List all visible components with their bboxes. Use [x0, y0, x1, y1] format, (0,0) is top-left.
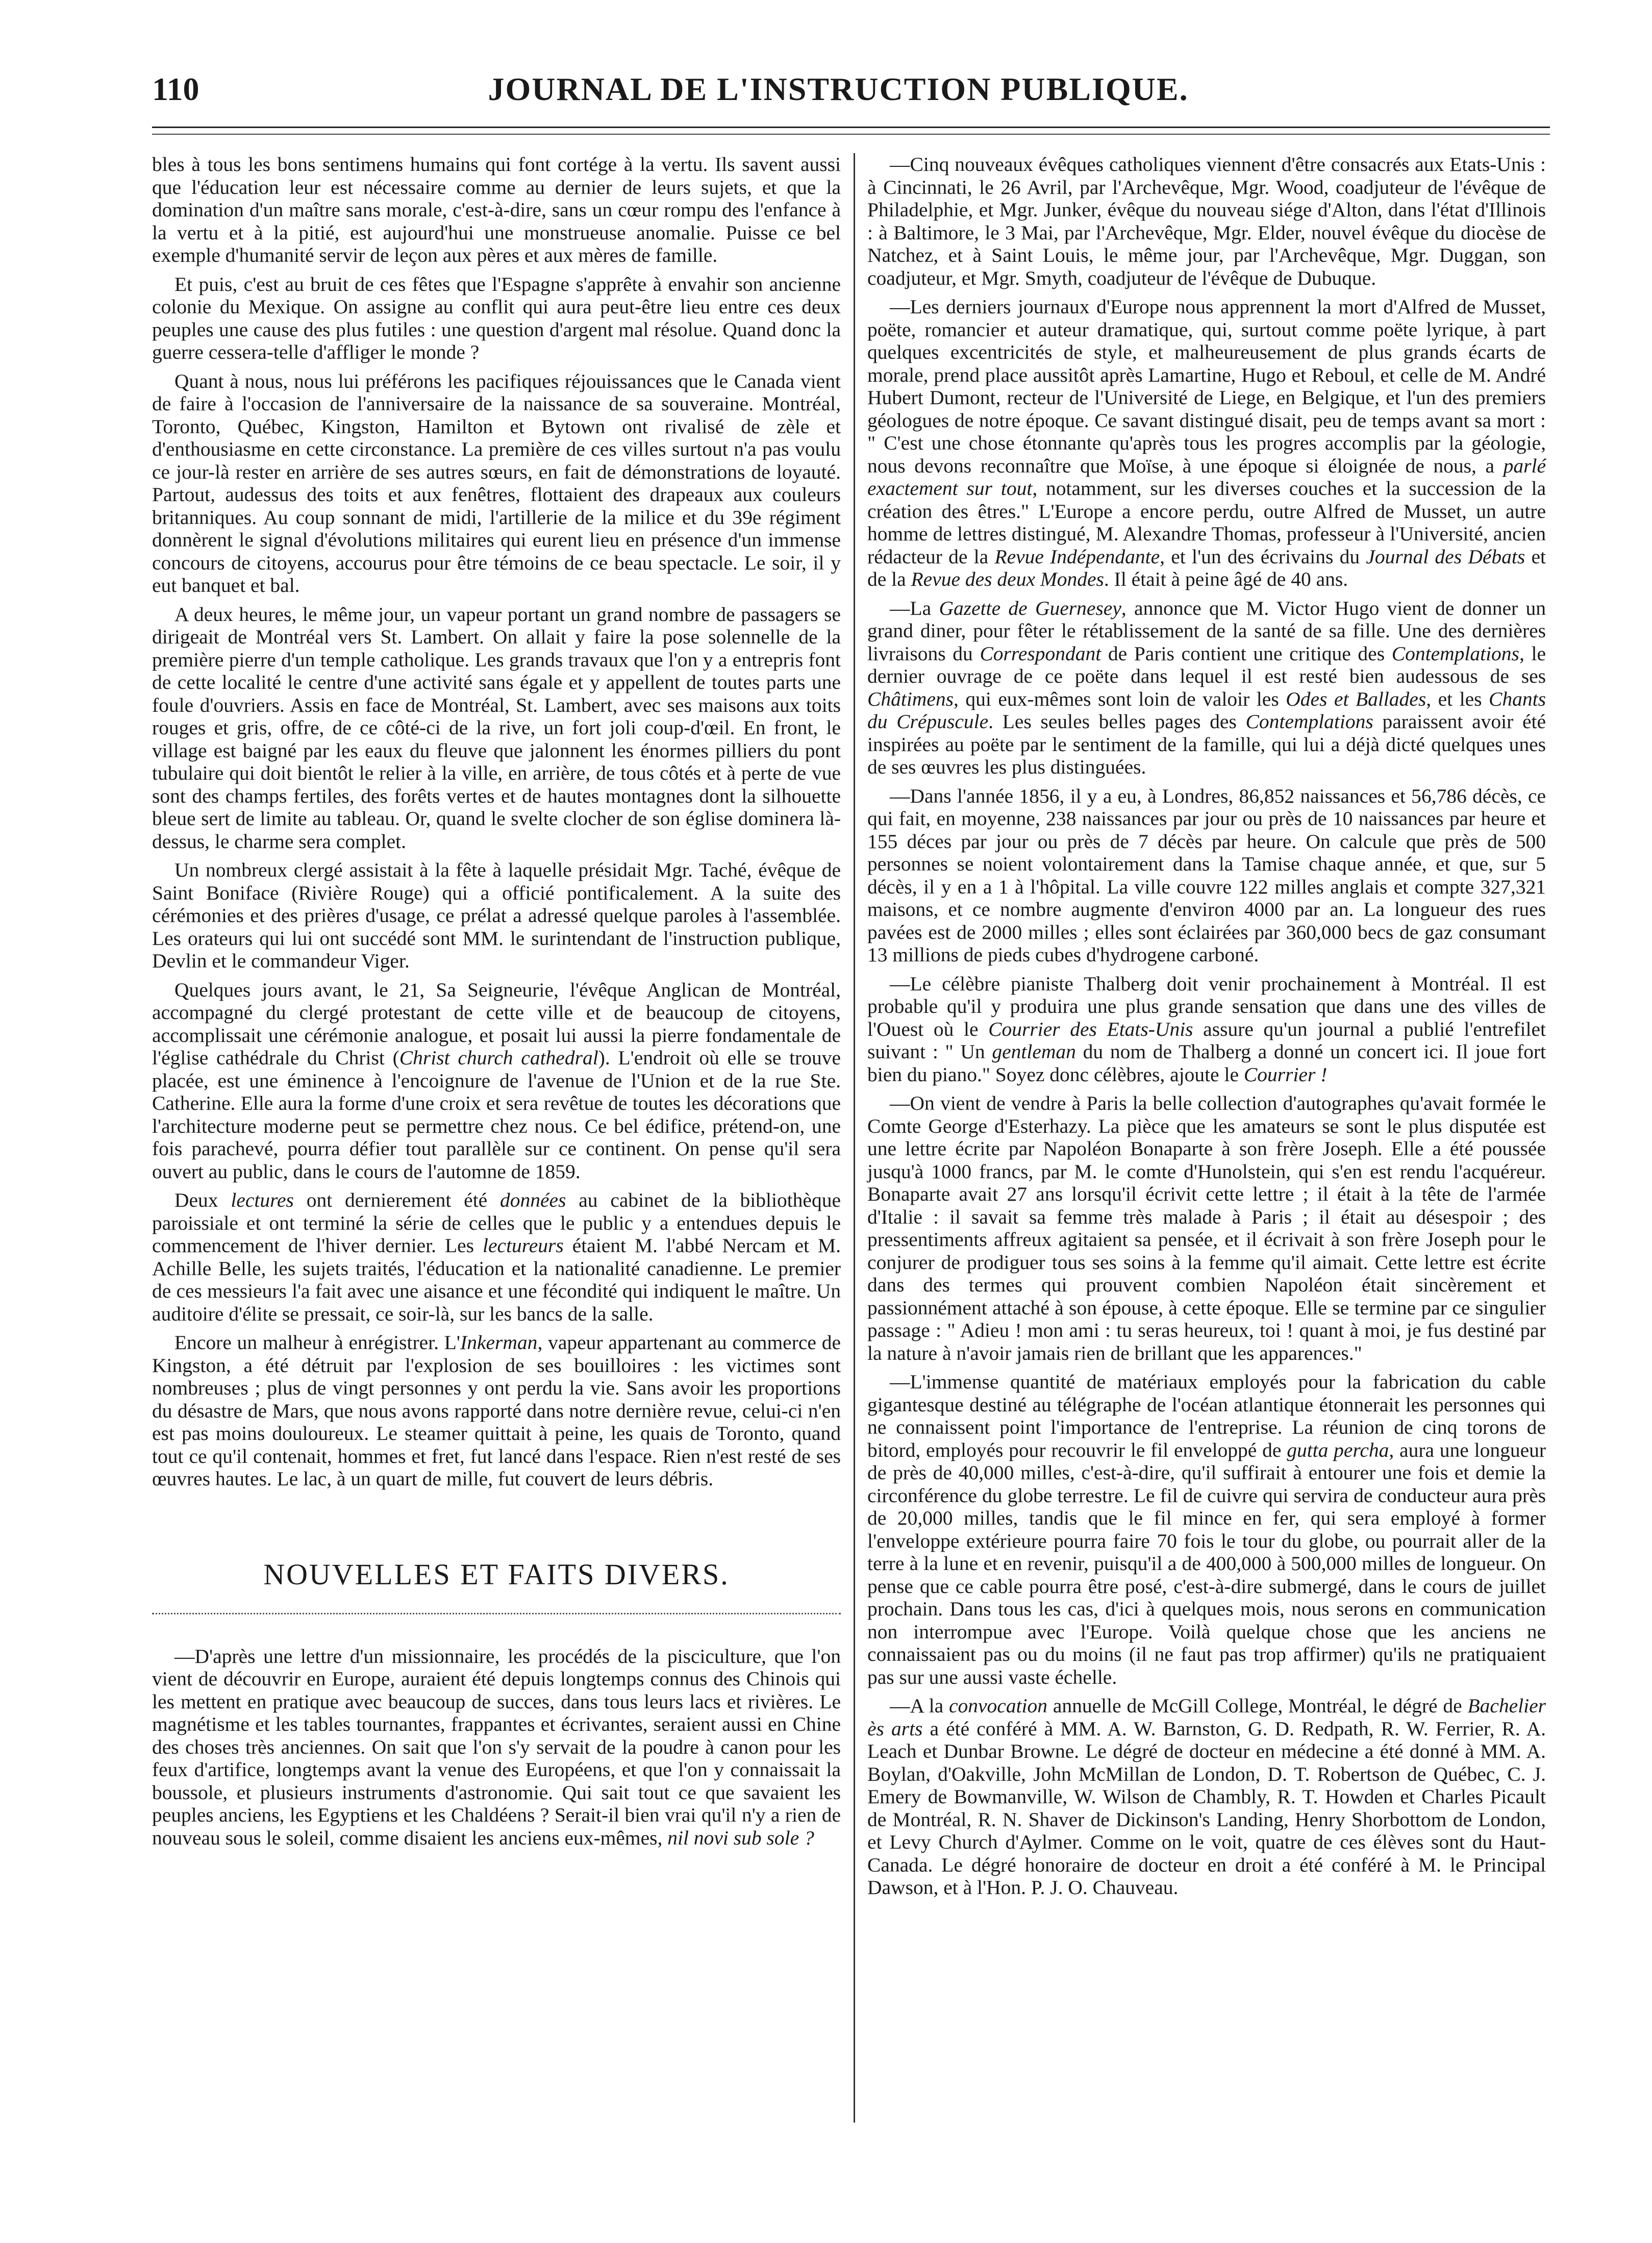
news-item	[867, 1694, 1546, 1899]
italic-run: Contemplations	[1391, 642, 1519, 665]
news-item	[867, 295, 1546, 591]
journal-title: JOURNAL DE L'INSTRUCTION PUBLIQUE.	[488, 71, 1189, 107]
section-rule	[152, 1613, 841, 1614]
news-item	[867, 973, 1546, 1086]
news-item	[152, 1645, 841, 1850]
italic-run: Correspondant	[980, 642, 1102, 665]
text-run: , vapeur appartenant au commerce de Kingston, a été détruit par l'explosion de ses bouilloires : les victimes sont nombreuses ; plus de vingt personnes y ont perdu la vie. Sans avoir les proportions du désastre de Mars, que nous avons rapporté dans notre dernière revue, celui-ci n'en est pas moins douloureux. Le steamer quittait à peine, les quais de Toronto, quand tout ce qu'il contenait, hommes et fret, fut lancé dans l'espace. Rien n'est resté de ses œuvres hautes. Le lac, à un quart de mille, fut couvert de leurs débris.	[152, 1331, 841, 1490]
article-paragraph: Quant à nous, nous lui préférons les pacifiques réjouissances que le Canada vient de faire à l'occasion de l'anniversaire de la naissance de sa souveraine. Montréal, Toronto, Québec, Kingston, Hamilton et Bytown ont rivalisé de zèle et d'enthousiasme en cette circonstance. La première de ces villes surtout n'a pas voulu ce jour-là rester en arrière de ses autres sœurs, en fait de démonstrations de loyauté. Partout, audessus des toits et aux fenêtres, flottaient des drapeaux aux couleurs britanniques. Au coup sonnant de midi, l'artillerie de la milice et du 39e régiment donnèrent le signal d'évolutions militaires qui eurent lieu en présence d'un immense concours de citoyens, accourus pour être témoins de ce beau spectacle. Le soir, il y eut banquet et bal.	[152, 369, 841, 596]
text-run: ont dernierement été	[293, 1189, 500, 1211]
italic-run: convocation	[948, 1694, 1048, 1717]
text-run: au cabinet de la bibliothèque paroissiale et ont terminé la série de celles que le public y a entendues depuis le commencement de l'hiver dernier. Les	[152, 1189, 841, 1257]
italic-run: Bachelier ès arts	[867, 1694, 1546, 1740]
italic-run: Chants du Crépuscule	[867, 687, 1546, 733]
header-rule	[152, 127, 1550, 128]
text-run: , le dernier ouvrage de ce poëte dans lequel il est resté bien audessous de ses	[867, 642, 1546, 687]
text-run: ). L'endroit où elle se trouve placée, est une éminence à l'encoignure de l'avenue de l'Union et de la rue Ste. Catherine. Elle aura la forme d'une croix et sera revêtue de toutes les décorations que l'architecture moderne peut se permettre chez nous. Ce bel édifice, prétend-on, une fois parachevé, pourra défier tout parallèle sur ce continent. On pense qu'il sera ouvert au public, dans le cours de l'automne de 1859.	[152, 1046, 841, 1183]
column-divider	[854, 153, 855, 2123]
text-run: —Le célèbre pianiste Thalberg doit venir prochainement à Montréal. Il est probable qu'il y produira une plus grande sensation que dans une des villes de l'Ouest où le	[867, 972, 1546, 1040]
article-paragraph	[152, 1331, 841, 1490]
text-run: paraissent avoir été inspirées au poëte par le sentiment de la famille, qui lui a déjà dicté quelques unes de ses œuvres les plus distinguées.	[867, 710, 1546, 778]
article-paragraph: Et puis, c'est au bruit de ces fêtes que l'Espagne s'apprête à envahir son ancienne colonie du Mexique. On assigne au conflit qui aura peut-être lieu entre ces deux peuples une cause des plus futiles : une question d'argent mal résolue. Quand donc la guerre cessera-telle d'affliger le monde ?	[152, 272, 841, 363]
text-run: du nom de Thalberg a donné un concert ici. Il joue fort bien du piano." Soyez donc célèbres, ajoute le	[867, 1040, 1546, 1086]
page-number: 110	[152, 71, 199, 107]
text-run: , et les	[1426, 687, 1489, 710]
italic-run: Courrier !	[1243, 1063, 1328, 1086]
text-run: a été conféré à MM. A. W. Barnston, G. D. Redpath, R. W. Ferrier, R. A. Leach et Dunbar Browne. Le dégré de docteur en médecine a été donné à MM. A. Boylan, d'Oakville, John McMillan de London, D. T. Robertson de Québec, C. J. Emery de Bowmanville, W. Wilson de Chambly, R. T. Howden et Charles Picault de Montréal, R. N. Shaver de Dickinson's Landing, Henry Shorbottom de London, et Levy Church d'Aylmer. Comme on le voit, quatre de ces élèves sont du Haut-Canada. Le dégré honoraire de docteur en droit a été conféré à M. le Principal Dawson, et à l'Hon. P. J. O. Chauveau.	[867, 1717, 1546, 1899]
text-run: Encore un malheur à enrégistrer. L'	[174, 1331, 461, 1354]
italic-run: gutta percha	[1287, 1438, 1389, 1461]
italic-run: lectures	[231, 1189, 294, 1211]
page-header	[152, 65, 1524, 121]
text-run: Quelques jours avant, le 21, Sa Seigneurie, l'évêque Anglican de Montréal, accompagné du clergé protestant de cette ville et de beaucoup de citoyens, accomplissait une cérémonie analogue, et posait lui aussi la pierre fondamentale de l'église cathédrale du Christ (	[152, 978, 841, 1069]
italic-run: Inkerman	[460, 1331, 538, 1354]
italic-run: Journal des Débats	[1366, 545, 1525, 568]
italic-run: gentleman	[992, 1040, 1076, 1063]
text-run: , et l'un des écrivains du	[1160, 545, 1366, 568]
text-run: , aura une longueur de près de 40,000 milles, c'est-à-dire, qu'il suffirait à entourer une fois et demie la circonférence du globe terrestre. Le fil de cuivre qui servira de conducteur aura près de 20,000 milles, tandis que le fil mince en fer, qui sera employé à former l'enveloppe extérieure pourra faire 70 fois le tour du globe, ou pourrait aller de la terre à la lune et en revenir, puisqu'il a de 400,000 à 500,000 milles de longueur. On pense que ce cable pourra être posé, c'est-à-dire submergé, dans le cours de juillet prochain. Dans tous les cas, d'ici à quelques mois, nous serons en communication non interrompue avec l'Europe. Voilà quelque chose que les anciens ne connaissaient pas ou du moins (il ne faut pas trop affirmer) qu'ils ne pratiquaient pas sur une aussi vaste échelle.	[867, 1438, 1546, 1688]
italic-run: lectureurs	[483, 1234, 564, 1257]
text-run: —A la	[890, 1694, 949, 1717]
header-rule-secondary	[152, 134, 1550, 135]
section-title: NOUVELLES ET FAITS DIVERS.	[263, 1557, 730, 1591]
text-run: étaient M. l'abbé Nercam et M. Achille Belle, les sujets traités, l'éducation et la nationalité canadienne. Le premier de ces messieurs l'a fait avec une aisance et une fécondité qui indiquent le maître. Un auditoire d'élite se pressait, ce soir-là, sur les bancs de la salle.	[152, 1234, 841, 1325]
italic-run: Châtimens	[867, 687, 954, 710]
text-run: annuelle de McGill College, Montréal, le dégré de	[1047, 1694, 1468, 1717]
italic-run: Revue Indépendante	[994, 545, 1160, 568]
article-paragraph: A deux heures, le même jour, un vapeur portant un grand nombre de passagers se dirigeait de Montréal vers St. Lambert. On allait y faire la pose solennelle de la première pierre d'un temple catholique. Les grands travaux que l'on y a entrepris font de cette localité le centre d'une activité sans égale et y appellent de toutes parts une foule d'ouvriers. Assis en face de Montréal, St. Lambert, avec ses maisons aux toits rouges et gris, offre, de ce côté-ci de la rive, un fort joli coup-d'œil. En front, le village est baigné par les eaux du fleuve que jalonnent les énormes pilliers du pont tubulaire qui doit bientôt le relier à la ville, en arrière, de tous côtés et à perte de vue sont des champs fertiles, des forêts vertes et de hautes montagnes dont la silhouette bleue sert de limite au tableau. Or, quand le svelte clocher de son église dominera là-dessus, le charme sera complet.	[152, 603, 841, 853]
text-run: —D'après une lettre d'un missionnaire, les procédés de la pisciculture, que l'on vient de découvrir en Europe, auraient été depuis longtemps connus des Chinois qui les mettent en pratique avec beaucoup de succes, dans tous leurs lacs et rivières. Le magnétisme et les tables tournantes, frappantes et écrivantes, seraient aussi en Chine des choses très anciennes. On sait que l'on s'y servait de la poudre à canon pour les feux d'artifice, longtemps avant la venue des Européens, et que l'on y connaissait la boussole, et plusieurs instruments d'astronomie. Qui sait tout ce que savaient les peuples anciens, les Egyptiens et les Chaldéens ? Serait-il bien vrai qu'il n'y a rien de nouveau sous le soleil, comme disaient les anciens eux-mêmes,	[152, 1644, 841, 1849]
italic-run: Revue des deux Mondes	[911, 568, 1104, 590]
article-paragraph	[152, 1189, 841, 1325]
italic-run: parlé exactement sur tout	[867, 454, 1546, 500]
italic-run: Gazette de Guernesey	[939, 596, 1121, 619]
left-column	[152, 153, 841, 1855]
article-paragraph	[152, 979, 841, 1183]
italic-run: Christ church cathedral	[399, 1046, 598, 1069]
article-paragraph: Un nombreux clergé assistait à la fête à laquelle présidait Mgr. Taché, évêque de Saint Boniface (Rivière Rouge) qui a officié pontificalement. A la suite des cérémonies et des prières d'usage, ce prélat a adressé quelque paroles à l'assemblée. Les orateurs qui lui ont succédé sont MM. le surintendant de l'instruction publique, Devlin et le commandeur Viger.	[152, 859, 841, 972]
text-run: assure qu'un journal a publié l'entrefilet suivant : " Un	[867, 1017, 1546, 1063]
text-run: , qui eux-mêmes sont loin de valoir les	[953, 687, 1286, 710]
text-run: —La	[890, 596, 939, 619]
italic-run: nil novi sub sole ?	[667, 1826, 814, 1849]
text-run: . Les seules belles pages des	[988, 710, 1246, 733]
italic-run: données	[500, 1189, 566, 1211]
news-item	[867, 1370, 1546, 1688]
text-run: de Paris contient une critique des	[1101, 642, 1392, 665]
italic-run: Contemplations	[1245, 710, 1373, 733]
right-column	[867, 153, 1546, 1905]
news-item	[867, 597, 1546, 779]
italic-run: Courrier des Etats-Unis	[988, 1017, 1193, 1040]
news-item: —On vient de vendre à Paris la belle collection d'autographes qu'avait formée le Comte George d'Esterhazy. La pièce que les amateurs se sont le plus disputée est une lettre écrite par Napoléon Bonaparte à son frère Joseph. Elle a été poussée jusqu'à 1000 francs, par M. le comte d'Hunolstein, qui s'en est rendu l'acquéreur. Bonaparte avait 27 ans lorsqu'il écrivit cette lettre ; il était à la tête de l'armée d'Italie : il savait sa femme très malade à Paris ; il était au désespoir ; des pressentiments affreux agitaient sa pensée, et il écrivait à son frère Joseph pour le conjurer de prodiguer tous ses soins à la femme qu'il aimait. Cette lettre est écrite dans des termes qui prouvent combien Napoléon était sincèrement et passionnément attaché à son épouse, à cette époque. Elle se termine par ce singulier passage : " Adieu ! mon ami : tu seras heureux, toi ! quant à moi, je fus destiné par la nature à n'avoir jamais rien de brillant que les apparences."	[867, 1092, 1546, 1364]
italic-run: Odes et Ballades	[1286, 687, 1426, 710]
news-item: —Cinq nouveaux évêques catholiques viennent d'être consacrés aux Etats-Unis : à Cincinnati, le 26 Avril, par l'Archevêque, Mgr. Wood, coadjuteur de l'évêque de Philadelphie, et Mgr. Junker, évêque du nouveau siége d'Alton, dans l'état d'Illinois : à Baltimore, le 3 Mai, par l'Archevêque, Mgr. Elder, nouvel évêque du diocèse de Natchez, et à Saint Louis, le même jour, par l'Archevêque, Mgr. Duggan, son coadjuteur, et Mgr. Smyth, coadjuteur de l'évêque de Dubuque.	[867, 153, 1546, 289]
text-run: , notamment, sur les diverses couches et la succession de la création des êtres." L'Europe a encore perdu, outre Alfred de Musset, un autre homme de lettres distingué, M. Alexandre Thomas, professeur à l'Université, ancien rédacteur de la	[867, 477, 1546, 568]
text-run: , annonce que M. Victor Hugo vient de donner un grand diner, pour fêter le rétablissement de la santé de sa fille. Une des dernières livraisons du	[867, 596, 1546, 665]
text-run: et de la	[867, 545, 1546, 590]
article-paragraph: bles à tous les bons sentimens humains qui font cortége à la vertu. Ils savent aussi que l'éducation leur est nécessaire comme au dernier de leurs sujets, et que la domination d'un maître sans morale, c'est-à-dire, sans un cœur rompu des l'enfance à la vertu et à la pitié, est aujourd'hui une monstrueuse anomalie. Puisse ce bel exemple d'humanité servir de leçon aux pères et aux mères de famille.	[152, 153, 841, 266]
news-item: —Dans l'année 1856, il y a eu, à Londres, 86,852 naissances et 56,786 décès, ce qui fait, en moyenne, 238 naissances par jour ou près de 10 naissances par heure et 155 déces par jour ou près de 7 décès par heure. On calcule que près de 500 personnes se noient volontairement dans la Tamise chaque année, et que, sur 5 décès, il y en a 1 à l'hôpital. La ville couvre 122 milles anglais et compte 327,321 maisons, et ce nombre augmente d'environ 4000 par an. La longueur des rues pavées est de 2000 milles ; elles sont éclairées par 360,000 becs de gaz consumant 13 millions de pieds cubes d'hydrogene carboné.	[867, 784, 1546, 966]
text-run: —Les derniers journaux d'Europe nous apprennent la mort d'Alfred de Musset, poëte, romancier et auteur dramatique, qui, surtout comme poëte lyrique, à part quelques excentricités de style, et malheureusement de plus grands écarts de morale, prend place aussitôt après Lamartine, Hugo et Reboul, et celle de M. André Hubert Dumont, recteur de l'Université de Liege, en Belgique, et l'un des premiers géologues de notre époque. Ce savant distingué disait, peu de temps avant sa mort : " C'est une chose étonnante qu'après tous les progres accomplis par la géologie, nous devons reconnaître que Moïse, à une époque si éloignée de nous, a	[867, 295, 1546, 477]
text-run: . Il était à peine âgé de 40 ans.	[1104, 568, 1348, 590]
text-run: —L'immense quantité de matériaux employés pour la fabrication du cable gigantesque destiné au télégraphe de l'océan atlantique étonnerait les personnes qui ne connaissent point l'importance de l'entreprise. La réunion de cinq torons de bitord, employés pour recouvrir le fil enveloppé de	[867, 1370, 1546, 1461]
text-run: Deux	[174, 1189, 231, 1211]
